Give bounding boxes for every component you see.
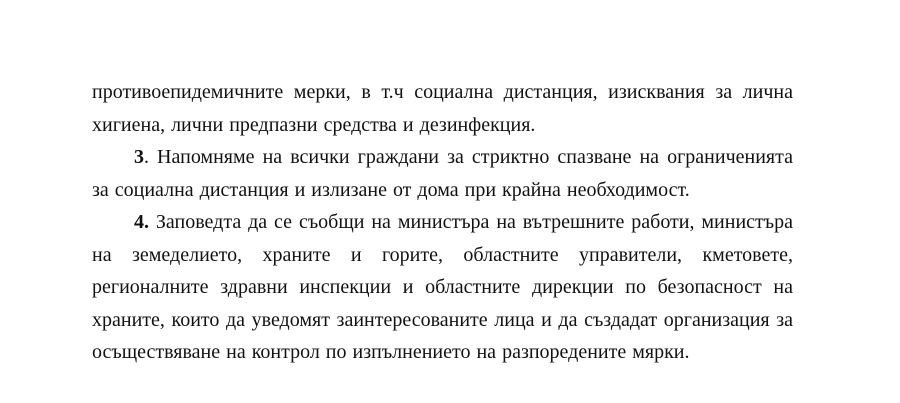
paragraph-text: противоепидемичните мерки, в т.ч социална дистанция, изисквания за лична хигиена, лични предпазни средства и дезинфекция. [92,81,793,136]
paragraph-text: . Напомняме на всички граждани за стриктно спазване на ограниченията за социална дистанция и излизане от дома при крайна необходимост. [92,146,793,201]
paragraph-text: Заповедта да се съобщи на министъра на вътрешните работи, министъра на земеделието, храните и горите, областните управители, кметовете, регионалните здравни инспекции и областните дирекции по безопасност на храните, които да уведомят заинтересованите лица и да създадат организация за осъществяване на контрол по изпълнението на разпоредените мярки. [92,211,793,363]
paragraph-number: 4. [134,211,149,233]
paragraph-item-3 [92,141,793,206]
paragraph-item-4 [92,206,793,369]
paragraph-number: 3 [134,146,144,168]
paragraph-continuation [92,76,793,141]
